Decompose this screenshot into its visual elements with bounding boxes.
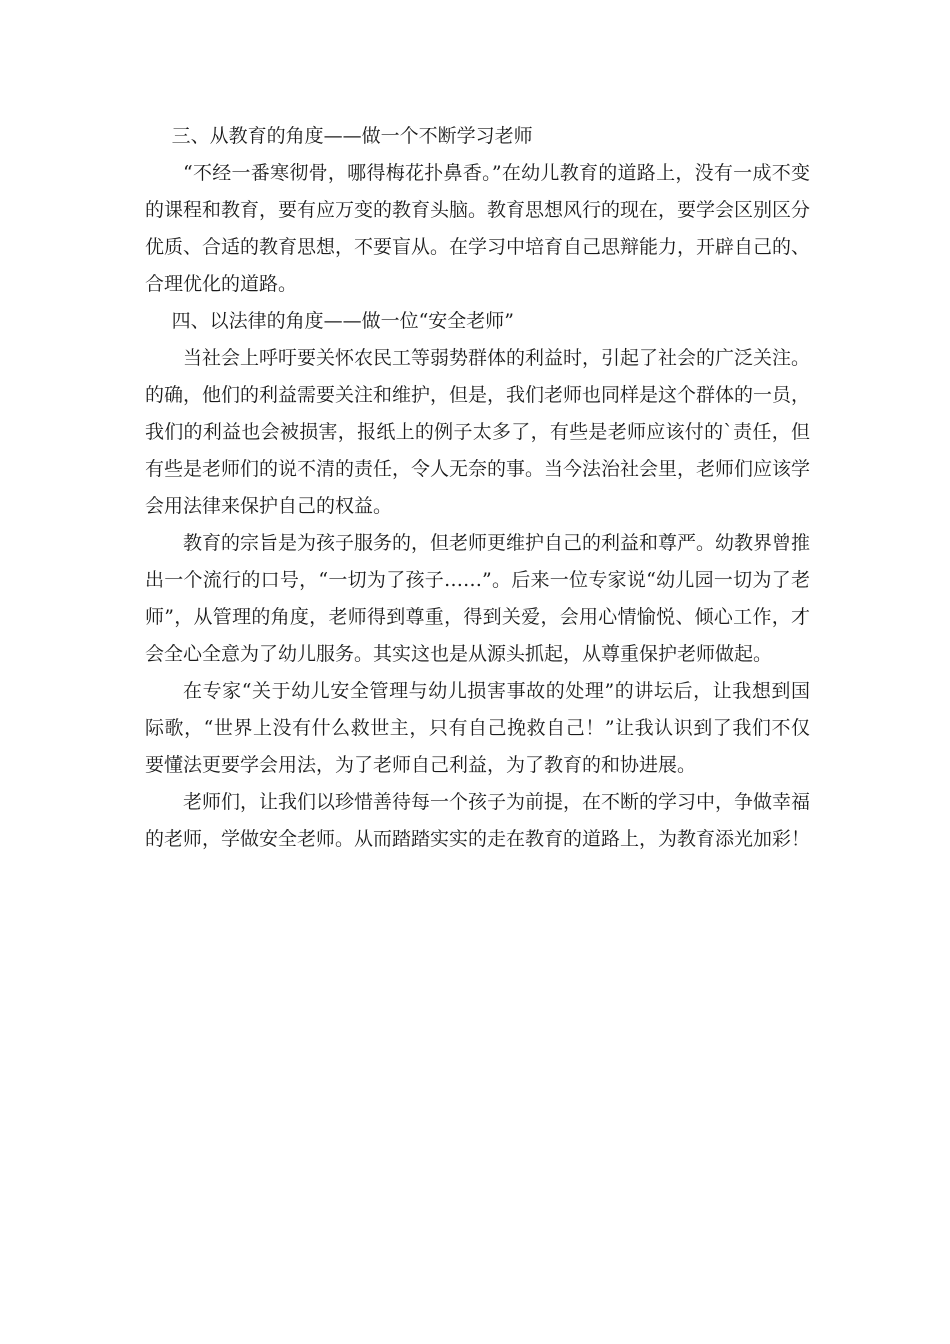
section-heading-4: 四、以法律的角度——做一位“安全老师” xyxy=(171,310,515,332)
document-body xyxy=(145,118,810,858)
paragraph-expert-lecture: 在专家“关于幼儿安全管理与幼儿损害事故的处理”的讲坛后，让我想到国际歌，“世界上没有什么救世主，只有自己挽救自己！”让我认识到了我们不仅要懂法更要学会用法，为了老师自己利益，为了教育的和协进展。 xyxy=(145,680,810,776)
paragraph-rights: 当社会上呼吁要关怀农民工等弱势群体的利益时，引起了社会的广泛关注。的确，他们的利益需要关注和维护，但是，我们老师也同样是这个群体的一员，我们的利益也会被损害，报纸上的例子太多了，有些是老师应该付的`责任，但有些是老师们的说不清的责任，令人无奈的事。当今法治社会里，老师们应该学会用法律来保护自己的权益。 xyxy=(145,347,811,517)
section-heading-3: 三、从教育的角度——做一个不断学习老师 xyxy=(171,125,533,147)
paragraph-purpose: 教育的宗旨是为孩子服务的，但老师更维护自己的利益和尊严。幼教界曾推出一个流行的口号，“一切为了孩子……”。后来一位专家说“幼儿园一切为了老师”，从管理的角度，老师得到尊重，得到关爱，会用心情愉悦、倾心工作，才会全心全意为了幼儿服务。其实这也是从源头抓起，从尊重保护老师做起。 xyxy=(145,532,811,665)
paragraph-learning: “不经一番寒彻骨，哪得梅花扑鼻香。”在幼儿教育的道路上，没有一成不变的课程和教育，要有应万变的教育头脑。教育思想风行的现在，要学会区别区分优质、合适的教育思想，不要盲从。在学习中培育自己思辩能力，开辟自己的、合理优化的道路。 xyxy=(145,162,811,295)
paragraph-conclusion: 老师们，让我们以珍惜善待每一个孩子为前提，在不断的学习中，争做幸福的老师，学做安全老师。从而踏踏实实的走在教育的道路上，为教育添光加彩！ xyxy=(145,791,811,850)
